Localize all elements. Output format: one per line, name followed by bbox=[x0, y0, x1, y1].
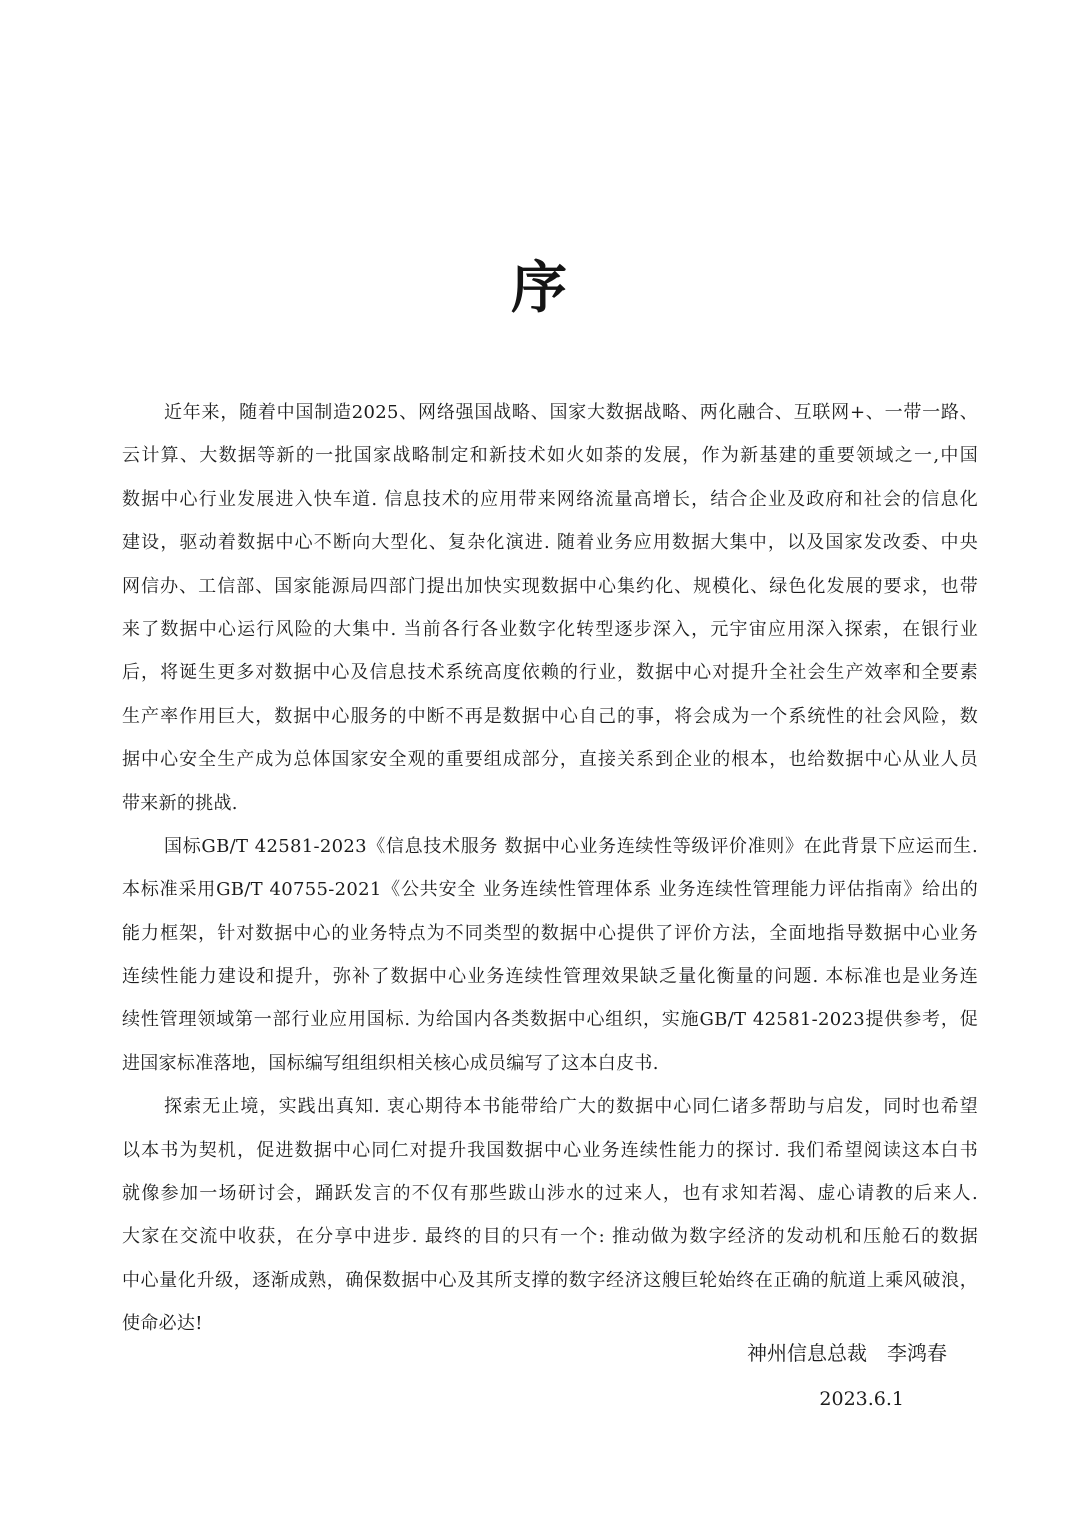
text-line: 本标准采用GB/T 40755-2021《公共安全 业务连续性管理体系 业务连续性管理能力评估指南》给出的 bbox=[122, 879, 978, 901]
text-line: 来了数据中心运行风险的大集中. 当前各行各业数字化转型逐步深入，元宇宙应用深入探索，在银行业 bbox=[122, 618, 978, 640]
text-line: 带来新的挑战. bbox=[122, 792, 238, 814]
text-line: 使命必达! bbox=[122, 1313, 203, 1335]
text-line: 数据中心行业发展进入快车道. 信息技术的应用带来网络流量高增长，结合企业及政府和社会的信息化 bbox=[122, 488, 978, 510]
preface-body bbox=[122, 391, 978, 1346]
text-line: 近年来，随着中国制造2025、网络强国战略、国家大数据战略、两化融合、互联网+、一带一路、 bbox=[164, 402, 978, 423]
date-line: 2023.6.1 bbox=[819, 1388, 904, 1410]
text-line: 连续性能力建设和提升，弥补了数据中心业务连续性管理效果缺乏量化衡量的问题. 本标准也是业务连 bbox=[122, 966, 978, 988]
text-line: 据中心安全生产成为总体国家安全观的重要组成部分，直接关系到企业的根本，也给数据中心从业人员 bbox=[122, 749, 978, 771]
text-line: 续性管理领域第一部行业应用国标. 为给国内各类数据中心组织，实施GB/T 42581-2023提供参考，促 bbox=[122, 1009, 978, 1031]
text-line: 能力框架，针对数据中心的业务特点为不同类型的数据中心提供了评价方法，全面地指导数据中心业务 bbox=[122, 922, 978, 944]
text-line: 建设，驱动着数据中心不断向大型化、复杂化演进. 随着业务应用数据大集中，以及国家发改委、中央 bbox=[122, 532, 978, 554]
text-line: 进国家标准落地，国标编写组组织相关核心成员编写了这本白皮书. bbox=[122, 1052, 659, 1074]
text-line: 云计算、大数据等新的一批国家战略制定和新技术如火如荼的发展，作为新基建的重要领域之一,中国 bbox=[122, 445, 978, 467]
text-line: 大家在交流中收获，在分享中进步. 最终的目的只有一个: 推动做为数字经济的发动机和压舱石的数据 bbox=[122, 1226, 978, 1248]
text-line: 就像参加一场研讨会，踊跃发言的不仅有那些跋山涉水的过来人，也有求知若渴、虚心请教的后来人. bbox=[122, 1183, 978, 1205]
text-line: 生产率作用巨大，数据中心服务的中断不再是数据中心自己的事，将会成为一个系统性的社会风险，数 bbox=[122, 705, 978, 727]
text-line: 以本书为契机，促进数据中心同仁对提升我国数据中心业务连续性能力的探讨. 我们希望阅读这本白书 bbox=[122, 1139, 978, 1161]
text-line: 中心量化升级，逐渐成熟，确保数据中心及其所支撑的数字经济这艘巨轮始终在正确的航道上乘风破浪， bbox=[122, 1269, 978, 1291]
text-line: 网信办、工信部、国家能源局四部门提出加快实现数据中心集约化、规模化、绿色化发展的要求，也带 bbox=[122, 575, 978, 597]
text-line: 后，将诞生更多对数据中心及信息技术系统高度依赖的行业，数据中心对提升全社会生产效率和全要素 bbox=[122, 662, 978, 684]
text-line: 国标GB/T 42581-2023《信息技术服务 数据中心业务连续性等级评价准则》在此背景下应运而生. bbox=[164, 835, 978, 857]
signature: 神州信息总裁 李鸿春 bbox=[747, 1341, 947, 1365]
page-title: 序 bbox=[511, 255, 569, 321]
text-line: 探索无止境，实践出真知. 衷心期待本书能带给广大的数据中心同仁诸多帮助与启发，同时也希望 bbox=[164, 1096, 978, 1118]
